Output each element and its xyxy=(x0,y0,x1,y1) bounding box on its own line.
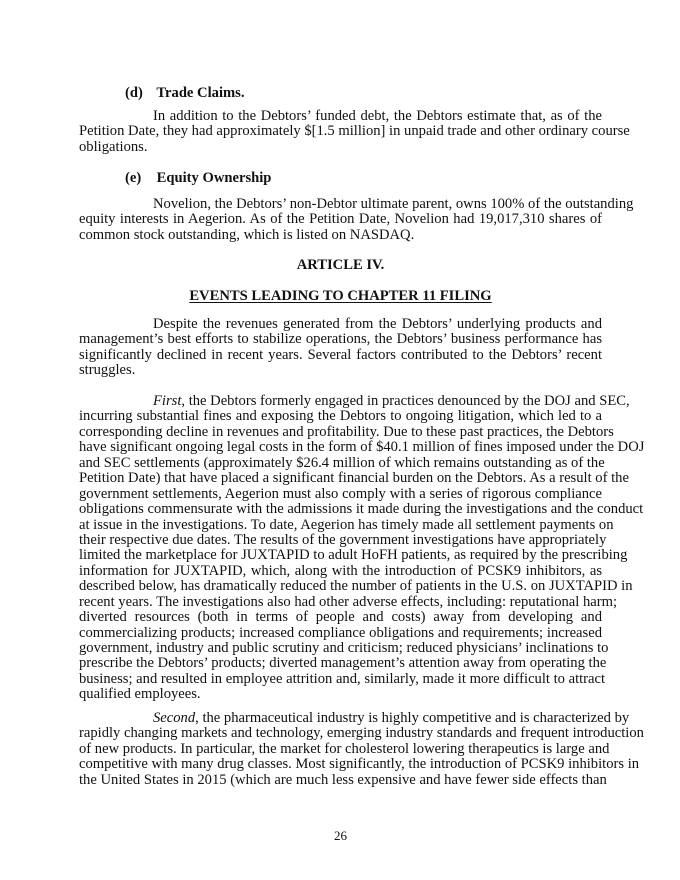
text-line: recent years. The investigations also had other adverse effects, including: reputational harm; xyxy=(79,593,618,610)
text-line: rapidly changing markets and technology, emerging industry standards and frequent introduction xyxy=(79,725,644,742)
article-title-wrap xyxy=(79,288,602,305)
text-line: In addition to the Debtors’ funded debt, the Debtors estimate that, as of the xyxy=(153,108,602,124)
paragraph-second xyxy=(79,710,644,788)
text-line: information for JUXTAPID, which, along with the introduction of PCSK9 inhibitors, as xyxy=(79,562,602,579)
text-line: obligations commensurate with the admissions it made during the investigations and the conduct xyxy=(79,501,644,518)
text-line: incurring substantial fines and exposing the Debtors to ongoing litigation, which led to a xyxy=(79,408,602,425)
section-heading-trade-claims xyxy=(125,85,245,102)
text-line: the United States in 2015 (which are much less expensive and have fewer side effects than xyxy=(79,771,607,788)
text-line: have significant ongoing legal costs in the form of $40.1 million of fines imposed under the DOJ xyxy=(79,439,645,456)
page-number: 26 xyxy=(334,828,347,843)
emphasis-lead: First xyxy=(153,393,182,409)
text-line: Novelion, the Debtors’ non-Debtor ultimate parent, owns 100% of the outstanding xyxy=(153,196,634,212)
article-title: EVENTS LEADING TO CHAPTER 11 FILING xyxy=(189,288,492,304)
text-line: competitive with many drug classes. Most significantly, the introduction of PCSK9 inhibitors in xyxy=(79,756,640,773)
text-line: government, industry and public scrutiny and criticism; reduced physicians’ inclinations to xyxy=(79,640,609,656)
section-heading-equity-ownership xyxy=(125,170,271,187)
section-number: (d) xyxy=(125,85,143,101)
text-line: struggles. xyxy=(79,362,136,379)
text-line: obligations. xyxy=(79,138,148,155)
section-number: (e) xyxy=(125,170,142,186)
text-line: Petition Date, they had approximately $[1.5 million] in unpaid trade and other ordinary course xyxy=(79,123,630,140)
text-line: First, the Debtors formerly engaged in practices denounced by the DOJ and SEC, xyxy=(153,393,630,409)
paragraph-first xyxy=(79,393,645,703)
article-label: ARTICLE IV. xyxy=(296,257,385,273)
text-line: described below, has dramatically reduced the number of patients in the U.S. on JUXTAPID in xyxy=(79,578,633,595)
text-line: government settlements, Aegerion must also comply with a series of rigorous compliance xyxy=(79,485,602,502)
text-line: business; and resulted in employee attrition and, similarly, made it more difficult to attract xyxy=(79,670,606,687)
paragraph-equity-ownership xyxy=(79,196,634,243)
text-line: management’s best efforts to stabilize operations, the Debtors’ business performance has xyxy=(79,331,602,348)
text-line: equity interests in Aegerion. As of the Petition Date, Novelion had 19,017,310 shares of xyxy=(79,211,602,228)
text-line: Petition Date) that have placed a significant financial burden on the Debtors. As a result of the xyxy=(79,470,629,487)
text-line: commercializing products; increased compliance obligations and requirements; increased xyxy=(79,624,602,641)
text-line: common stock outstanding, which is listed on NASDAQ. xyxy=(79,226,415,243)
section-title: Trade Claims. xyxy=(156,85,245,101)
emphasis-lead: Second xyxy=(153,710,196,726)
text-line: their respective due dates. The results of the government investigations have appropriately xyxy=(79,531,607,548)
text-line: significantly declined in recent years. Several factors contributed to the Debtors’ recent xyxy=(79,346,602,363)
section-title: Equity Ownership xyxy=(156,170,272,186)
text-line: diverted resources (both in terms of people and costs) away from developing and xyxy=(79,609,602,626)
text-line: at issue in the investigations. To date, Aegerion has timely made all settlement payments on xyxy=(79,516,614,533)
text-line: Despite the revenues generated from the Debtors’ underlying products and xyxy=(153,316,602,332)
text-line: qualified employees. xyxy=(79,686,201,703)
paragraph-despite xyxy=(79,317,602,379)
paragraph-trade-claims xyxy=(79,108,630,155)
text-line: of new products. In particular, the market for cholesterol lowering therapeutics is large and xyxy=(79,740,610,757)
text-line: and SEC settlements (approximately $26.4 million of which remains outstanding as of the xyxy=(79,454,605,471)
text-line: corresponding decline in revenues and profitability. Due to these past practices, the Debtors xyxy=(79,423,614,440)
text-line: Second, the pharmaceutical industry is highly competitive and is characterized by xyxy=(153,710,630,726)
text-line: prescribe the Debtors’ products; diverted management’s attention away from operating the xyxy=(79,655,607,672)
text-line: limited the marketplace for JUXTAPID to adult HoFH patients, as required by the prescribing xyxy=(79,547,628,564)
